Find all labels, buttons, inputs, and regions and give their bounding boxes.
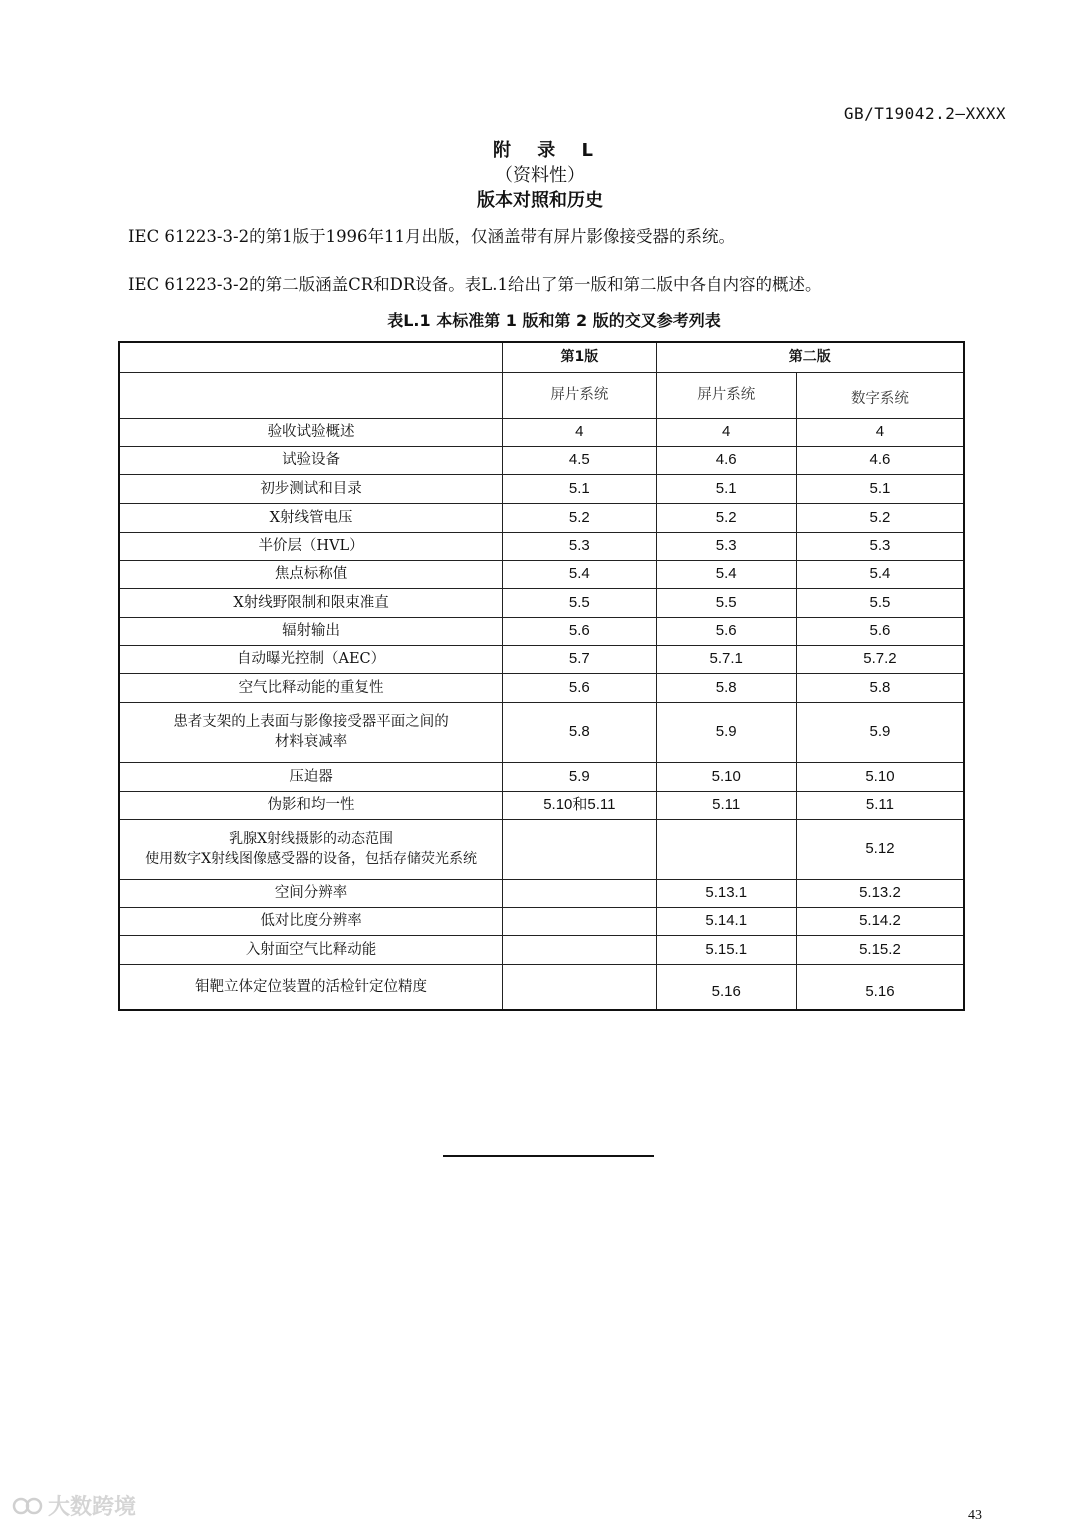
table-row — [119, 907, 964, 935]
topic-cell: 空间分辨率 — [119, 879, 503, 907]
subheader-blank-cell — [119, 372, 503, 418]
edition-1-clause-cell — [503, 935, 656, 964]
edition-2-screen-clause-cell: 5.14.1 — [656, 907, 796, 935]
edition-2-screen-clause-cell: 5.10 — [656, 762, 796, 791]
edition-1-clause-cell: 5.2 — [503, 503, 656, 532]
table-row — [119, 702, 964, 762]
topic-cell: 辐射输出 — [119, 617, 503, 645]
edition-2-digital-clause-cell: 5.10 — [796, 762, 964, 791]
edition-2-screen-clause-cell: 5.7.1 — [656, 645, 796, 673]
subheader-e2-digital: 数字系统 — [796, 372, 964, 418]
table-row — [119, 935, 964, 964]
edition-2-screen-clause-cell: 5.3 — [656, 532, 796, 560]
edition-2-screen-clause-cell: 5.6 — [656, 617, 796, 645]
edition-1-clause-cell: 4.5 — [503, 446, 656, 474]
edition-1-clause-cell — [503, 964, 656, 1010]
edition-1-clause-cell — [503, 907, 656, 935]
topic-cell: 自动曝光控制（AEC） — [119, 645, 503, 673]
topic-cell: 空气比释动能的重复性 — [119, 673, 503, 702]
table-row — [119, 532, 964, 560]
edition-1-clause-cell: 5.3 — [503, 532, 656, 560]
edition-2-screen-clause-cell: 5.5 — [656, 588, 796, 617]
topic-cell: 伪影和均一性 — [119, 791, 503, 819]
page-number: 43 — [968, 1508, 982, 1523]
table-row — [119, 418, 964, 446]
edition-1-clause-cell: 5.6 — [503, 617, 656, 645]
edition-2-digital-clause-cell: 5.13.2 — [796, 879, 964, 907]
table-row — [119, 645, 964, 673]
topic-cell: X射线野限制和限束准直 — [119, 588, 503, 617]
edition-1-clause-cell: 5.6 — [503, 673, 656, 702]
edition-1-clause-cell — [503, 879, 656, 907]
topic-cell: 验收试验概述 — [119, 418, 503, 446]
topic-line-2: 材料衰减率 — [274, 734, 348, 750]
table-header-row — [119, 342, 964, 372]
table-row — [119, 673, 964, 702]
edition-2-screen-clause-cell: 5.4 — [656, 560, 796, 588]
edition-1-clause-cell: 5.9 — [503, 762, 656, 791]
table-caption: 表L.1 本标准第 1 版和第 2 版的交叉参考列表 — [387, 311, 721, 330]
topic-cell: 试验设备 — [119, 446, 503, 474]
topic-cell: 焦点标称值 — [119, 560, 503, 588]
table-row — [119, 879, 964, 907]
edition-1-clause-cell: 5.7 — [503, 645, 656, 673]
topic-cell: 低对比度分辨率 — [119, 907, 503, 935]
edition-2-digital-clause-cell: 5.9 — [796, 702, 964, 762]
watermark-text: 大数跨境 — [48, 1495, 137, 1520]
edition-2-screen-clause-cell: 5.15.1 — [656, 935, 796, 964]
paragraph-edition-2: IEC 61223-3-2的第二版涵盖CR和DR设备。表L.1给出了第一版和第二版中各自内容的概述。 — [128, 275, 822, 294]
topic-cell: 入射面空气比释动能 — [119, 935, 503, 964]
edition-2-screen-clause-cell: 5.13.1 — [656, 879, 796, 907]
end-rule — [443, 1155, 654, 1157]
topic-cell: 压迫器 — [119, 762, 503, 791]
edition-2-digital-clause-cell: 5.7.2 — [796, 645, 964, 673]
edition-2-screen-clause-cell: 5.8 — [656, 673, 796, 702]
watermark — [12, 1490, 136, 1521]
edition-1-clause-cell: 5.8 — [503, 702, 656, 762]
edition-2-screen-clause-cell: 5.2 — [656, 503, 796, 532]
paragraph-edition-1: IEC 61223-3-2的第1版于1996年11月出版，仅涵盖带有屏片影像接受器的系统。 — [128, 227, 736, 246]
edition-1-clause-cell: 5.4 — [503, 560, 656, 588]
edition-2-digital-clause-cell: 5.4 — [796, 560, 964, 588]
topic-cell: 初步测试和目录 — [119, 474, 503, 503]
edition-2-digital-clause-cell: 5.3 — [796, 532, 964, 560]
topic-line-2: 使用数字X射线图像感受器的设备，包括存储荧光系统 — [145, 851, 478, 867]
edition-2-digital-clause-cell: 5.5 — [796, 588, 964, 617]
annex-nature: （资料性） — [495, 165, 585, 186]
topic-cell: 钼靶立体定位装置的活检针定位精度 — [119, 964, 503, 1010]
table-row — [119, 474, 964, 503]
edition-2-digital-clause-cell: 4.6 — [796, 446, 964, 474]
table-row — [119, 819, 964, 879]
edition-2-digital-clause-cell: 5.12 — [796, 819, 964, 879]
topic-line-1: 患者支架的上表面与影像接受器平面之间的 — [173, 714, 449, 730]
header-edition-2: 第二版 — [656, 342, 964, 372]
edition-2-screen-clause-cell: 4.6 — [656, 446, 796, 474]
table-row — [119, 791, 964, 819]
annex-title: 附 录 L — [492, 140, 603, 161]
subheader-e2-screen: 屏片系统 — [656, 372, 796, 418]
topic-cell: X射线管电压 — [119, 503, 503, 532]
edition-2-digital-clause-cell: 5.15.2 — [796, 935, 964, 964]
table-row — [119, 762, 964, 791]
edition-2-digital-clause-cell: 5.6 — [796, 617, 964, 645]
topic-line-1: 乳腺X射线摄影的动态范围 — [229, 831, 394, 847]
annex-subject: 版本对照和历史 — [477, 190, 603, 211]
watermark-logo-icon — [12, 1495, 44, 1517]
edition-2-digital-clause-cell: 4 — [796, 418, 964, 446]
edition-2-screen-clause-cell: 5.1 — [656, 474, 796, 503]
edition-2-digital-clause-cell: 5.2 — [796, 503, 964, 532]
edition-1-clause-cell: 5.1 — [503, 474, 656, 503]
header-blank-cell — [119, 342, 503, 372]
edition-2-digital-clause-cell: 5.11 — [796, 791, 964, 819]
edition-1-clause-cell: 5.5 — [503, 588, 656, 617]
topic-cell — [119, 702, 503, 762]
edition-2-screen-clause-cell: 5.11 — [656, 791, 796, 819]
document-code: GB/T19042.2—XXXX — [843, 104, 1006, 123]
edition-1-clause-cell: 5.10和5.11 — [503, 791, 656, 819]
edition-2-digital-clause-cell: 5.1 — [796, 474, 964, 503]
edition-2-screen-clause-cell: 5.16 — [656, 964, 796, 1010]
table-row — [119, 617, 964, 645]
table-row — [119, 446, 964, 474]
table-row — [119, 503, 964, 532]
topic-cell: 半价层（HVL） — [119, 532, 503, 560]
edition-2-screen-clause-cell: 5.9 — [656, 702, 796, 762]
edition-2-screen-clause-cell: 4 — [656, 418, 796, 446]
table-subheader-row — [119, 372, 964, 418]
table-row — [119, 964, 964, 1010]
header-edition-1: 第1版 — [503, 342, 656, 372]
cross-reference-table — [118, 341, 965, 1011]
table-row — [119, 588, 964, 617]
subheader-e1-screen: 屏片系统 — [503, 372, 656, 418]
edition-1-clause-cell — [503, 819, 656, 879]
edition-2-digital-clause-cell: 5.16 — [796, 964, 964, 1010]
edition-1-clause-cell: 4 — [503, 418, 656, 446]
edition-2-screen-clause-cell — [656, 819, 796, 879]
edition-2-digital-clause-cell: 5.8 — [796, 673, 964, 702]
edition-2-digital-clause-cell: 5.14.2 — [796, 907, 964, 935]
topic-cell — [119, 819, 503, 879]
table-row — [119, 560, 964, 588]
